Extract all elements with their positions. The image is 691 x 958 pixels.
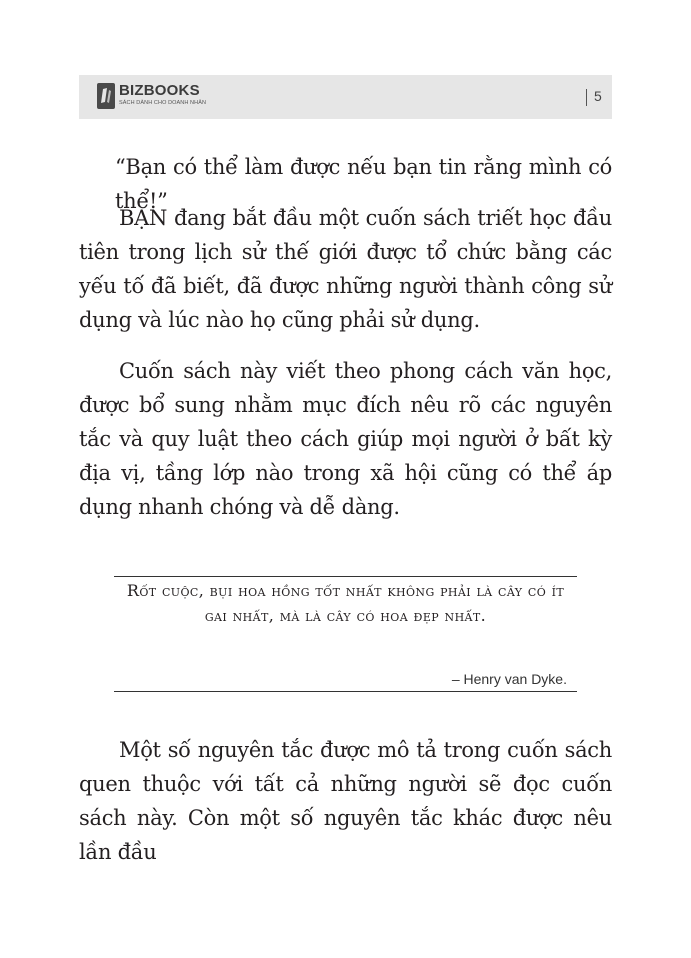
quote-bottom-rule [114,691,577,692]
quote-top-rule [114,576,577,577]
quote-text: Rốt cuộc, bụi hoa hồng tốt nhất không phải là cây có ít gai nhất, mà là cây có hoa đẹp nhất. [126,581,565,625]
paragraph-principles: Một số nguyên tắc được mô tả trong cuốn sách quen thuộc với tất cả những người sẽ đọc cuốn sách này. Còn một số nguyên tắc khác được nêu lần đầu [79,738,612,864]
paragraph-intro: BẠN đang bắt đầu một cuốn sách triết học đầu tiên trong lịch sử thế giới được tổ chức bằng các yếu tố đã biết, đã được những người thành công sử dụng và lúc nào họ cũng phải sử dụng. [79,206,612,332]
motto-line: “Bạn có thể làm được nếu bạn tin rằng mình có thể!” [115,155,612,213]
brand-name: BIZBOOKS [119,82,200,99]
page-number: 5 [594,88,602,104]
page-header [79,75,612,119]
quote-author: – Henry van Dyke. [451,671,567,687]
pull-quote [114,576,577,691]
bizbooks-logo [97,81,207,113]
brand-tagline: SÁCH DÀNH CHO DOANH NHÂN [119,100,207,106]
book-icon [97,83,115,109]
paragraph-style: Cuốn sách này viết theo phong cách văn học, được bổ sung nhằm mục đích nêu rõ các nguyên tắc và quy luật theo cách giúp mọi người ở bất kỳ địa vị, tầng lớp nào trong xã hội cũng có thể áp dụng nhanh chóng và dễ dàng. [79,359,612,519]
page-number-divider [586,89,587,106]
